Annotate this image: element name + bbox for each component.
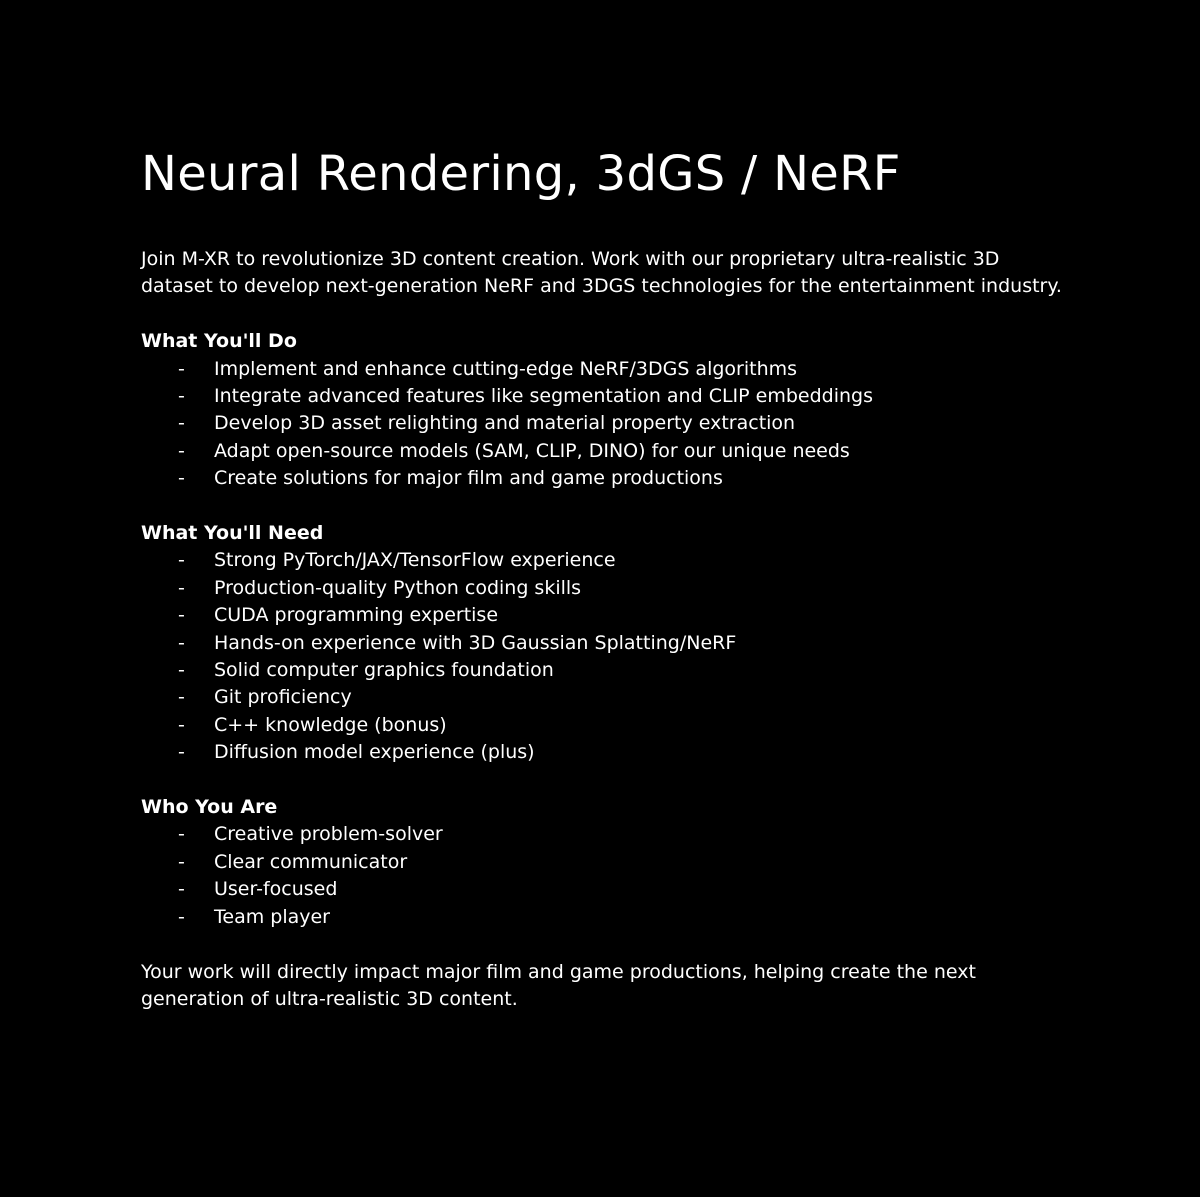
list-item <box>141 465 1200 492</box>
list-item <box>141 739 1200 766</box>
dash-bullet-icon: - <box>178 686 185 709</box>
list-item-text: Implement and enhance cutting-edge NeRF/3DGS algorithms <box>214 357 798 380</box>
list-item-text: Clear communicator <box>214 850 408 873</box>
list-item-text: C++ knowledge (bonus) <box>214 713 447 736</box>
dash-bullet-icon: - <box>178 467 185 490</box>
list-item <box>141 904 1200 931</box>
list-item <box>141 630 1200 657</box>
list-item-text: Create solutions for major film and game productions <box>214 467 723 490</box>
list-item <box>141 849 1200 876</box>
dash-bullet-icon: - <box>178 713 185 736</box>
list-item <box>141 712 1200 739</box>
intro-paragraph: Join M-XR to revolutionize 3D content creation. Work with our proprietary ultra-realistic 3D dataset to develop next-generation NeRF and 3DGS technologies for the entertainment industry. <box>141 248 1062 298</box>
bullet-list <box>141 356 1200 493</box>
dash-bullet-icon: - <box>178 549 185 572</box>
dash-bullet-icon: - <box>178 631 185 654</box>
dash-bullet-icon: - <box>178 823 185 846</box>
list-item <box>141 547 1200 574</box>
dash-bullet-icon: - <box>178 878 185 901</box>
section-0 <box>141 328 1200 492</box>
dash-bullet-icon: - <box>178 741 185 764</box>
list-item <box>141 657 1200 684</box>
list-item-text: Team player <box>214 905 330 928</box>
list-item <box>141 684 1200 711</box>
dash-bullet-icon: - <box>178 576 185 599</box>
section-heading: What You'll Do <box>141 330 297 353</box>
list-item-text: Git proficiency <box>214 686 352 709</box>
dash-bullet-icon: - <box>178 357 185 380</box>
list-item-text: Develop 3D asset relighting and material property extraction <box>214 412 796 435</box>
list-item <box>141 356 1200 383</box>
section-heading: What You'll Need <box>141 522 324 545</box>
list-item <box>141 438 1200 465</box>
page-title: Neural Rendering, 3dGS / NeRF <box>141 146 901 202</box>
list-item-text: Production-quality Python coding skills <box>214 576 582 599</box>
list-item <box>141 410 1200 437</box>
closing-paragraph: Your work will directly impact major film and game productions, helping create the next generation of ultra-realistic 3D content. <box>141 960 976 1010</box>
list-item-text: Integrate advanced features like segmentation and CLIP embeddings <box>214 385 873 408</box>
list-item <box>141 575 1200 602</box>
list-item <box>141 821 1200 848</box>
dash-bullet-icon: - <box>178 659 185 682</box>
list-item-text: Solid computer graphics foundation <box>214 659 554 682</box>
list-item-text: Adapt open-source models (SAM, CLIP, DINO) for our unique needs <box>214 439 850 462</box>
list-item-text: Diffusion model experience (plus) <box>214 741 535 764</box>
dash-bullet-icon: - <box>178 850 185 873</box>
bullet-list <box>141 821 1200 931</box>
list-item-text: Creative problem-solver <box>214 823 443 846</box>
list-item-text: User-focused <box>214 878 338 901</box>
dash-bullet-icon: - <box>178 905 185 928</box>
dash-bullet-icon: - <box>178 439 185 462</box>
section-1 <box>141 520 1200 767</box>
list-item <box>141 876 1200 903</box>
list-item <box>141 602 1200 629</box>
list-item <box>141 383 1200 410</box>
dash-bullet-icon: - <box>178 385 185 408</box>
sections-container <box>141 328 1200 931</box>
list-item-text: Hands-on experience with 3D Gaussian Splatting/NeRF <box>214 631 737 654</box>
section-2 <box>141 794 1200 931</box>
list-item-text: CUDA programming expertise <box>214 604 499 627</box>
dash-bullet-icon: - <box>178 412 185 435</box>
section-heading: Who You Are <box>141 796 278 819</box>
list-item-text: Strong PyTorch/JAX/TensorFlow experience <box>214 549 616 572</box>
dash-bullet-icon: - <box>178 604 185 627</box>
bullet-list <box>141 547 1200 766</box>
